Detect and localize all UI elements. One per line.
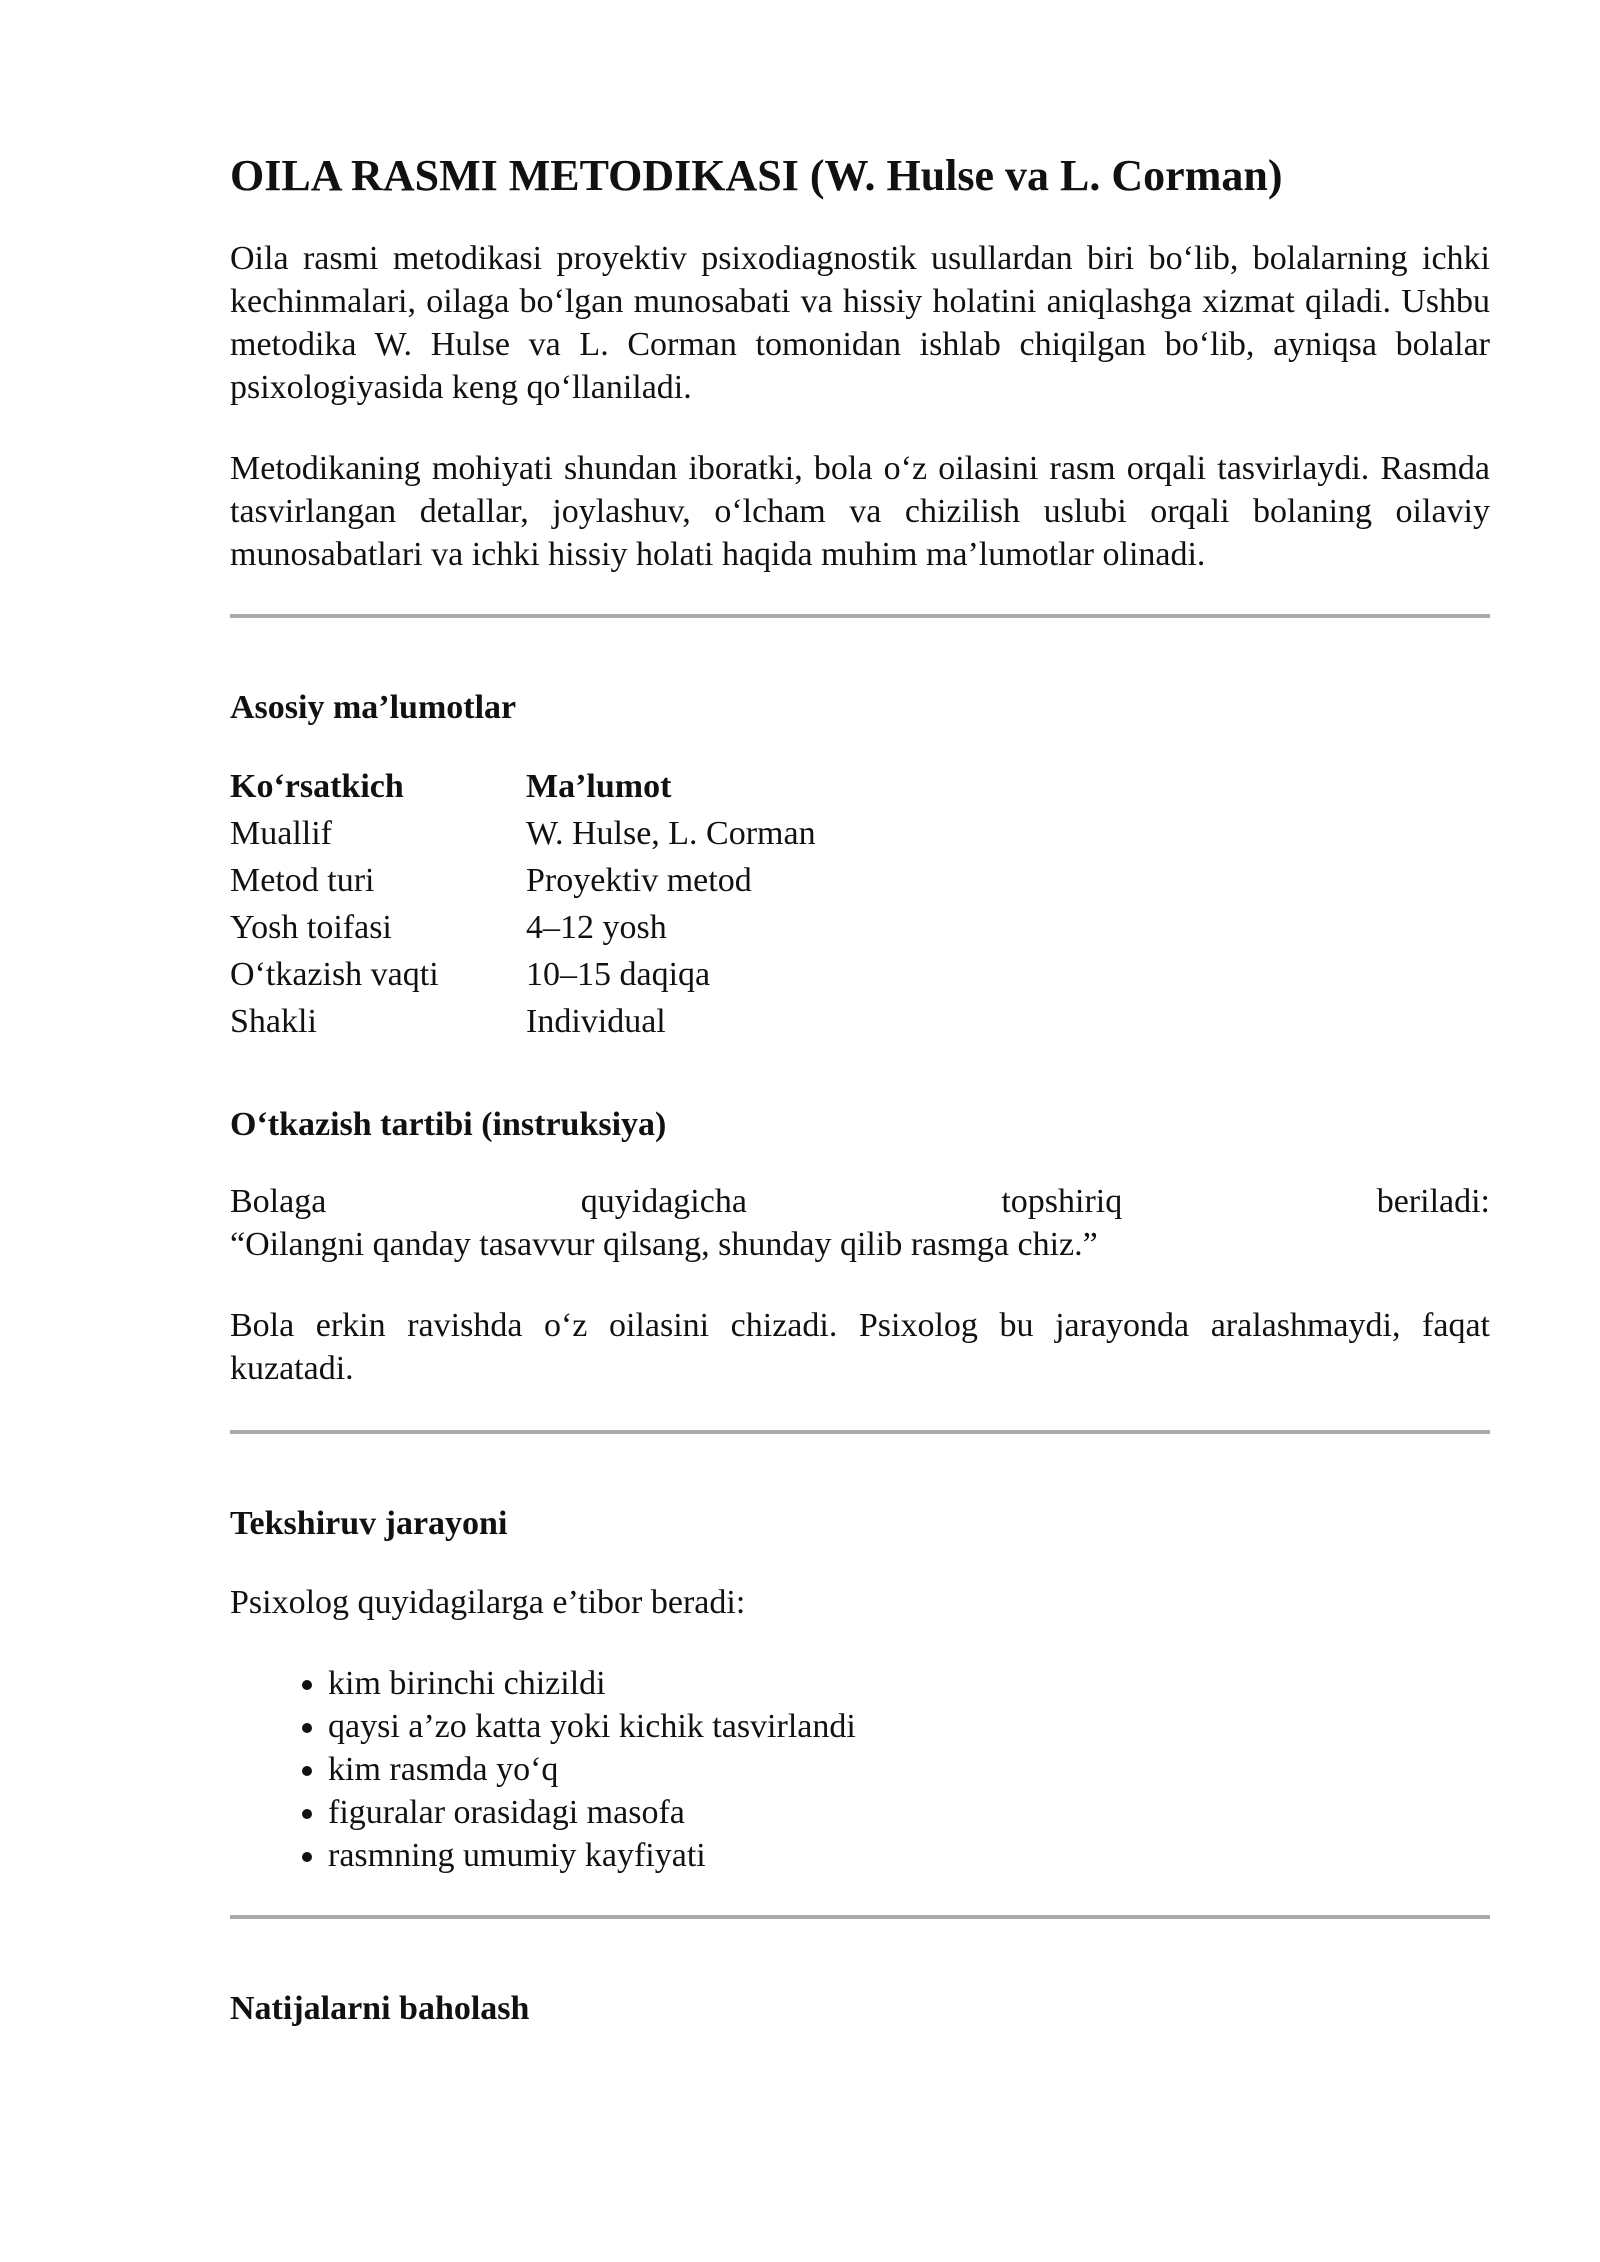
list-item: • rasmning umumiy kayfiyati: [328, 1834, 1490, 1877]
list-item: • figuralar orasidagi masofa: [328, 1791, 1490, 1834]
list-item: • kim rasmda yo‘q: [328, 1748, 1490, 1791]
document-title: OILA RASMI METODIKASI (W. Hulse va L. Corman): [230, 151, 1283, 200]
section-divider: [230, 1430, 1490, 1434]
table-cell: Individual: [526, 1002, 666, 1040]
table-column-header: Ko‘rsatkich: [230, 767, 404, 805]
table-row: [230, 810, 816, 857]
procedure-heading: O‘tkazish tartibi (instruksiya): [230, 1105, 667, 1143]
examination-heading: Tekshiruv jarayoni: [230, 1504, 508, 1542]
table-cell: Shakli: [230, 1002, 317, 1040]
intro-paragraph-1: Oila rasmi metodikasi proyektiv psixodiagnostik usullardan biri bo‘lib, bolalarning ichki kechinmalari, oilaga bo‘lgan munosabati va hissiy holatini aniqlashga xizmat qiladi. Ushbu metodika W. Hulse va L. Corman tomonidan ishlab chiqilgan bo‘lib, ayniqsa bolalar psixologiyasida keng qo‘llaniladi.: [230, 239, 1490, 406]
table-row: [230, 951, 816, 998]
table-cell: W. Hulse, L. Corman: [526, 814, 816, 852]
evaluation-heading: Natijalarni baholash: [230, 1989, 530, 2027]
table-row: [230, 904, 816, 951]
table-cell: Muallif: [230, 814, 332, 852]
table-cell: Yosh toifasi: [230, 908, 392, 946]
table-cell: 10–15 daqiqa: [526, 955, 711, 993]
table-column-header: Ma’lumot: [526, 767, 672, 805]
table-cell: O‘tkazish vaqti: [230, 955, 439, 993]
instruction-line: [230, 1180, 1490, 1223]
basic-info-table: [230, 763, 816, 1045]
table-row: [230, 857, 816, 904]
section-divider: [230, 614, 1490, 618]
list-item: • qaysi a’zo katta yoki kichik tasvirlandi: [328, 1705, 1490, 1748]
examination-list: [230, 1662, 1490, 1877]
section-divider: [230, 1915, 1490, 1919]
table-header-row: [230, 763, 816, 810]
instruction-word: quyidagicha: [580, 1182, 747, 1220]
document-page: [230, 150, 1490, 2030]
instruction-word: Bolaga: [230, 1182, 327, 1220]
list-item: • kim birinchi chizildi: [328, 1662, 1490, 1705]
instruction-word: topshiriq: [1001, 1182, 1123, 1220]
instruction-quote: “Oilangni qanday tasavvur qilsang, shunday qilib rasmga chiz.”: [230, 1225, 1098, 1263]
procedure-paragraph: Bola erkin ravishda o‘z oilasini chizadi. Psixolog bu jarayonda aralashmaydi, faqat kuzatadi.: [230, 1306, 1490, 1387]
basic-info-heading: Asosiy ma’lumotlar: [230, 688, 517, 726]
examination-intro: Psixolog quyidagilarga e’tibor beradi:: [230, 1583, 746, 1621]
intro-paragraph-2: Metodikaning mohiyati shundan iboratki, bola o‘z oilasini rasm orqali tasvirlaydi. Rasmda tasvirlangan detallar, joylashuv, o‘lcham va chizilish uslubi orqali bolaning oilaviy munosabatlari va ichki hissiy holati haqida muhim ma’lumotlar olinadi.: [230, 449, 1490, 573]
table-cell: Proyektiv metod: [526, 861, 752, 899]
table-cell: 4–12 yosh: [526, 908, 667, 946]
table-row: [230, 998, 816, 1045]
instruction-word: beriladi:: [1376, 1182, 1490, 1220]
table-cell: Metod turi: [230, 861, 375, 899]
